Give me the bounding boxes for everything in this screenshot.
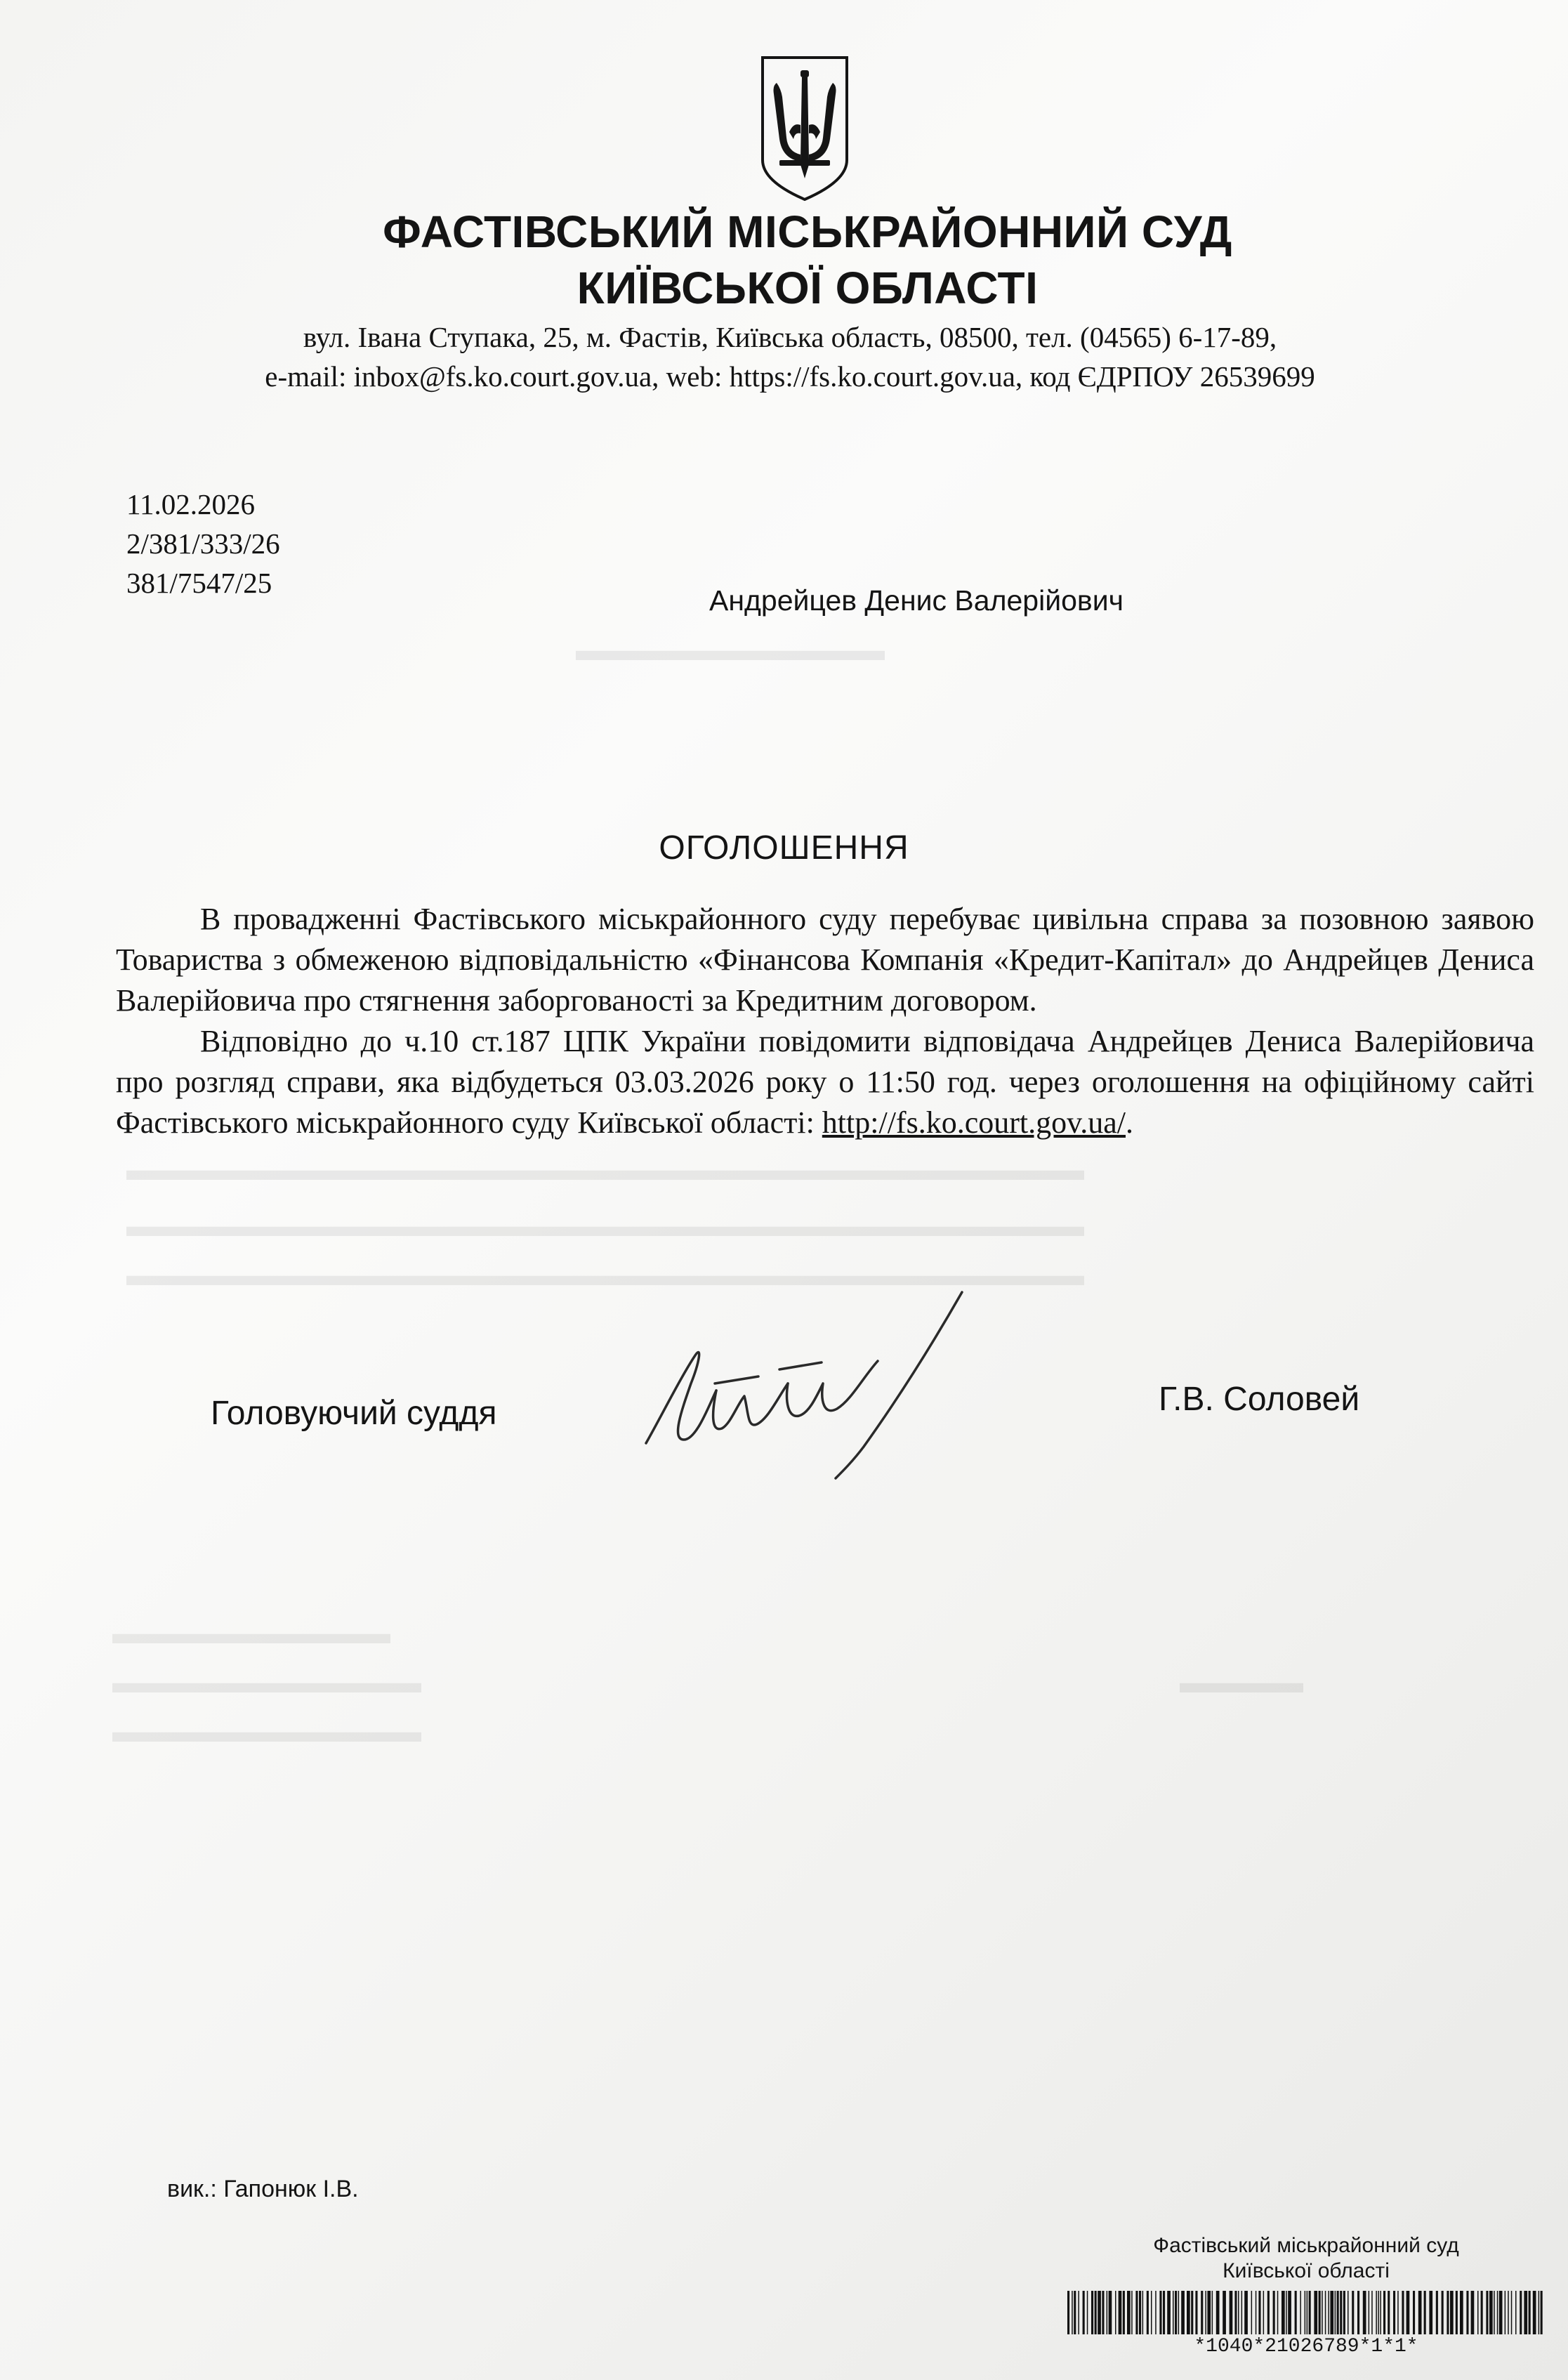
court-website-link[interactable]: http://fs.ko.court.gov.ua/ xyxy=(822,1105,1126,1140)
show-through-text: ▬▬▬▬ xyxy=(1180,1665,1303,1699)
show-through-text: ▬▬▬▬▬▬▬▬▬▬ xyxy=(112,1714,421,1749)
judge-signature xyxy=(632,1278,983,1503)
court-title xyxy=(211,204,1404,316)
show-through-text: ▬▬▬▬▬▬▬▬▬▬▬▬▬▬▬▬▬▬▬▬▬▬▬▬▬▬▬▬▬▬▬ xyxy=(126,1209,1084,1243)
show-through-text: ▬▬▬▬▬▬▬▬▬▬ xyxy=(112,1665,421,1699)
paragraph-2 xyxy=(116,1021,1534,1143)
paragraph-2-text: Відповідно до ч.10 ст.187 ЦПК України повідомити відповідача Андрейцев Дениса Валерійовича про розгляд справи, яка відбудеться 03.03.2026 року о 11:50 год. через оголошення на офіційному сайті Фастівського міськрайонного суду Київської області: xyxy=(116,1024,1534,1140)
address-line1: вул. Івана Ступака, 25, м. Фастів, Київська область, 08500, тел. (04565) 6-17-89, xyxy=(303,321,1277,353)
address-line2: e-mail: inbox@fs.ko.court.gov.ua, web: https://fs.ko.court.gov.ua, код ЄДРПОУ 26539699 xyxy=(265,360,1315,393)
stamp-line2: Київської області xyxy=(1223,2259,1390,2282)
show-through-text: ▬▬▬▬▬▬▬▬▬ xyxy=(112,1616,390,1650)
paragraph-2-end: . xyxy=(1126,1105,1133,1140)
announcement-body xyxy=(116,899,1534,1143)
barcode xyxy=(1067,2291,1545,2334)
recipient-name: Андрейцев Денис Валерійович xyxy=(709,584,1124,617)
executor-note: вик.: Гапонюк І.В. xyxy=(167,2176,359,2202)
document-references xyxy=(126,485,280,603)
court-name-line1: ФАСТІВСЬКИЙ МІСЬКРАЙОННИЙ СУД xyxy=(383,206,1232,257)
court-name-line2: КИЇВСЬКОЇ ОБЛАСТІ xyxy=(577,263,1039,313)
show-through-text: ▬▬▬▬▬▬▬▬▬▬ xyxy=(576,633,885,667)
outgoing-number: 2/381/333/26 xyxy=(126,527,280,560)
court-stamp xyxy=(1053,2233,1559,2284)
court-address xyxy=(140,317,1439,396)
document-heading: ОГОЛОШЕННЯ xyxy=(659,829,909,867)
presiding-judge-label: Головуючий суддя xyxy=(211,1395,497,1432)
presiding-judge-name: Г.В. Соловей xyxy=(1159,1381,1360,1418)
coat-of-arms-icon xyxy=(758,55,851,202)
document-date: 11.02.2026 xyxy=(126,488,255,520)
case-number: 381/7547/25 xyxy=(126,567,272,599)
stamp-line1: Фастівський міськрайонний суд xyxy=(1153,2234,1459,2257)
show-through-text: ▬▬▬▬▬▬▬▬▬▬▬▬▬▬▬▬▬▬▬▬▬▬▬▬▬▬▬▬▬▬▬ xyxy=(126,1152,1084,1187)
show-through-text: ▬▬▬▬▬▬▬▬▬▬▬▬▬▬▬▬▬▬▬▬▬▬▬▬▬▬▬▬▬▬▬ xyxy=(126,1258,1084,1292)
barcode-text: *1040*21026789*1*1* xyxy=(1194,2336,1418,2358)
paragraph-1: В провадженні Фастівського міськрайонного суду перебуває цивільна справа за позовною заявою Товариства з обмеженою відповідальністю «Фінансова Компанія «Кредит-Капітал» до Андрейцев Дениса Валерійовича про стягнення заборгованості за Кредитним договором. xyxy=(116,902,1534,1018)
